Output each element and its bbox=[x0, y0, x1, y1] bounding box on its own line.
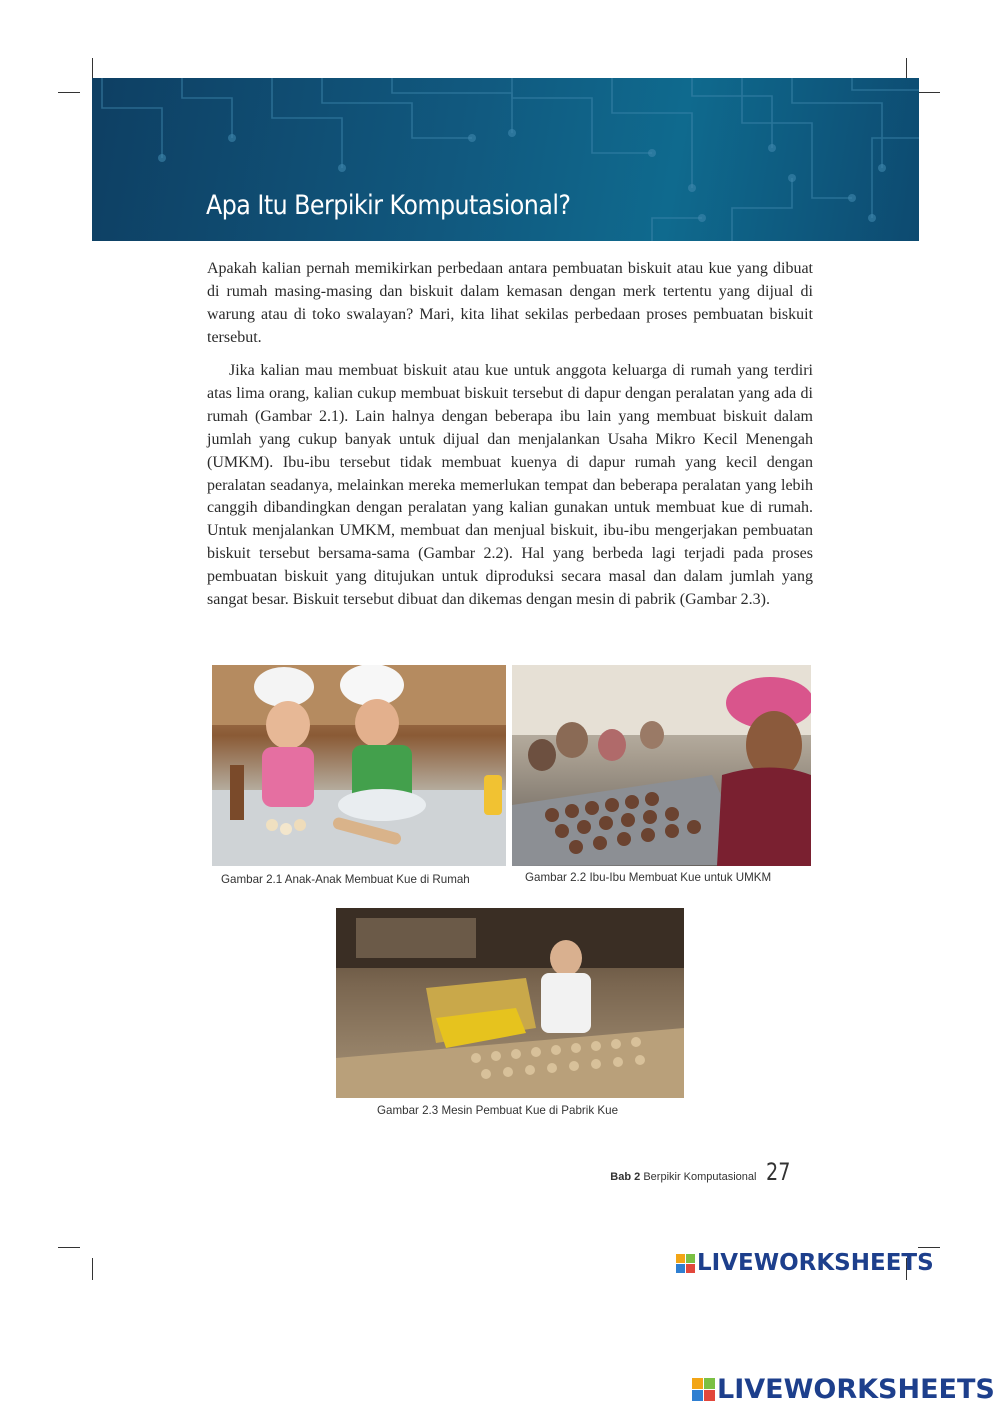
crop-mark bbox=[918, 1247, 940, 1248]
liveworksheets-mark-icon bbox=[692, 1378, 715, 1401]
figure-caption: Gambar 2.1 Anak-Anak Membuat Kue di Rumah bbox=[221, 873, 470, 886]
crop-mark bbox=[92, 58, 93, 80]
liveworksheets-text: LIVEWORKSHEETS bbox=[697, 1250, 934, 1276]
footer-chapter bbox=[610, 1171, 756, 1183]
crop-mark bbox=[92, 1258, 93, 1280]
intro-paragraph: Apakah kalian pernah memikirkan perbedaan antara pembuatan biskuit atau kue yang dibuat di rumah masing-masing dan biskuit dalam kemasan dengan merk tertentu yang dijual di warung atau di toko swalayan? Mari, kita lihat sekilas perbedaan proses pembuatan biskuit tersebut. bbox=[207, 260, 813, 346]
page-number: 27 bbox=[766, 1158, 791, 1186]
crop-mark bbox=[58, 1247, 80, 1248]
footer-chapter-number: Bab 2 bbox=[610, 1171, 641, 1183]
figure-factory-machine-photo bbox=[336, 908, 684, 1098]
crop-mark bbox=[918, 92, 940, 93]
figure-caption: Gambar 2.2 Ibu-Ibu Membuat Kue untuk UMKM bbox=[525, 871, 772, 884]
page-footer bbox=[610, 1158, 797, 1186]
liveworksheets-logo bbox=[692, 1374, 995, 1405]
figure-women-baking-photo bbox=[512, 665, 811, 866]
chapter-section-title: Apa Itu Berpikir Komputasional? bbox=[206, 190, 571, 221]
footer-chapter-title: Berpikir Komputasional bbox=[643, 1171, 757, 1183]
figure-kids-baking-photo bbox=[212, 665, 506, 866]
figure-caption: Gambar 2.3 Mesin Pembuat Kue di Pabrik Kue bbox=[377, 1104, 619, 1117]
liveworksheets-text: LIVEWORKSHEETS bbox=[717, 1374, 995, 1405]
body-paragraph: Jika kalian mau membuat biskuit atau kue untuk anggota keluarga di rumah yang terdiri atas lima orang, kalian cukup membuat biskuit tersebut di dapur dengan peralatan yang ada di rumah (Gambar 2.1). Lain halnya dengan beberapa ibu lain yang membuat biskuit dalam jumlah yang cukup banyak untuk dijual dan menjalankan Usaha Mikro Kecil Menengah (UMKM). Ibu-ibu tersebut tidak membuat kuenya di dapur rumah yang kecil dengan peralatan seadanya, melainkan mereka memerlukan tempat dan beberapa peralatan yang lebih canggih dibandingkan dengan peralatan yang kalian gunakan untuk membuat kue di rumah. Untuk menjalankan UMKM, membuat dan menjual biskuit, ibu-ibu mengerjakan pembuatan biskuit tersebut bersama-sama (Gambar 2.2). Hal yang berbeda lagi terjadi pada proses pembuatan biskuit yang ditujukan untuk diproduksi secara masal dan dalam jumlah yang sangat besar. Biskuit tersebut dibuat dan dikemas dengan mesin di pabrik (Gambar 2.3). bbox=[207, 362, 813, 609]
crop-mark bbox=[58, 92, 80, 93]
liveworksheets-logo bbox=[676, 1250, 934, 1276]
liveworksheets-mark-icon bbox=[676, 1254, 695, 1273]
crop-mark bbox=[906, 58, 907, 80]
chapter-banner bbox=[92, 78, 919, 241]
